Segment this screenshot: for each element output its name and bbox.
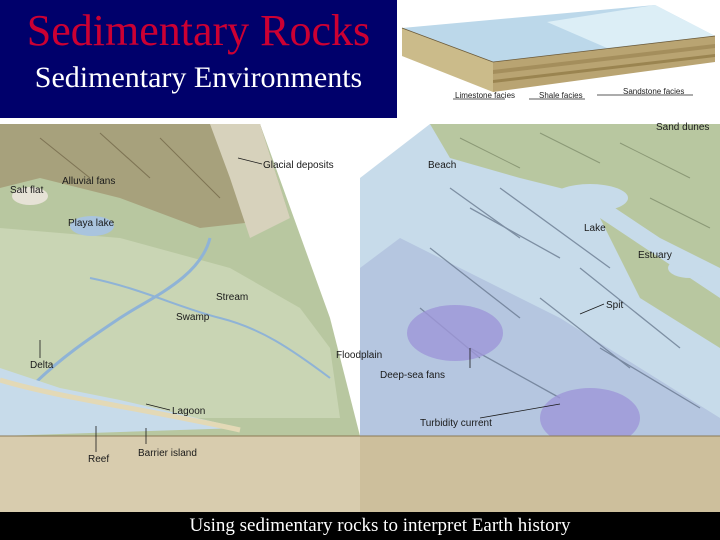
deep-sea-fans-label: Deep-sea fans [380, 370, 446, 381]
caption [0, 515, 720, 537]
sandstone-facies-label: Sandstone facies [623, 87, 685, 96]
delta-label: Delta [30, 360, 54, 371]
slide-subtitle: Sedimentary Environments [34, 61, 363, 94]
slide-title: Sedimentary Rocks [26, 6, 371, 55]
facies-inset [397, 0, 720, 118]
beach-label: Beach [428, 160, 457, 171]
sand-dunes-label: Sand dunes [656, 122, 710, 133]
title-box [0, 0, 397, 118]
floodplain-label: Floodplain [336, 350, 383, 361]
swamp-label: Swamp [176, 312, 210, 323]
stream-label: Stream [216, 292, 249, 303]
estuary-label: Estuary [638, 250, 672, 261]
spit-label: Spit [606, 300, 624, 311]
barrier-island-label: Barrier island [138, 448, 197, 459]
glacial-deposits-label: Glacial deposits [263, 160, 334, 171]
lake-label: Lake [584, 223, 606, 234]
shale-facies-label: Shale facies [539, 91, 583, 100]
lagoon-label: Lagoon [172, 406, 206, 417]
limestone-facies-label: Limestone facies [455, 91, 516, 100]
salt-flat-label: Salt flat [10, 185, 44, 196]
playa-lake-label: Playa lake [68, 218, 115, 229]
reef-label: Reef [88, 454, 110, 465]
caption-bar [0, 512, 720, 540]
caption-text: Using sedimentary rocks to interpret Earth history [189, 515, 571, 536]
alluvial-fans-label: Alluvial fans [62, 176, 116, 187]
turbidity-current-label: Turbidity current [420, 418, 492, 429]
environments-diagram [0, 118, 720, 512]
